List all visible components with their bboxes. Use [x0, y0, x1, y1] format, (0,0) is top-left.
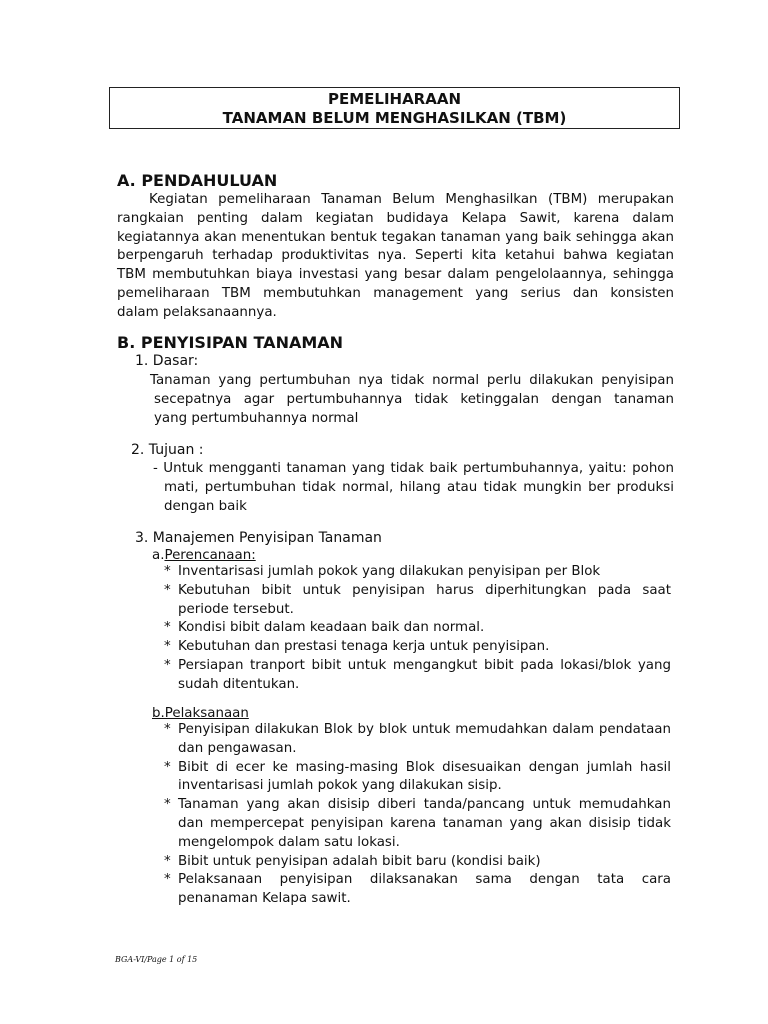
- list-item: [164, 657, 671, 695]
- title-box: [109, 87, 680, 129]
- list-item: [164, 582, 671, 620]
- list-item: [164, 563, 671, 582]
- text-line: inventarisasi jumlah pokok yang dilakukan sisip.: [178, 778, 502, 794]
- text-line: Persiapan tranport bibit untuk mengangkut bibit pada lokasi/blok yang: [178, 658, 671, 673]
- perencanaan-label-prefix: a.: [152, 548, 165, 563]
- page-footer: BGA-VI/Page 1 of 15: [115, 955, 198, 964]
- list-item: [164, 638, 671, 657]
- pelaksanaan-label-text: b.Pelaksanaan: [152, 706, 249, 721]
- asterisk-bullet-icon: *: [164, 872, 171, 888]
- list-item-text: [178, 759, 671, 797]
- text-line: Penyisipan dilakukan Blok by blok untuk memudahkan dalam pendataan: [178, 722, 671, 737]
- text-line: - Untuk mengganti tanaman yang tidak baik pertumbuhannya, yaitu: pohon: [153, 461, 674, 476]
- list-item-text: [178, 638, 671, 657]
- text-line: dan mempercepat penyisipan karena tanaman yang akan disisip tidak: [178, 815, 671, 831]
- asterisk-bullet-icon: *: [164, 658, 171, 673]
- list-item: [164, 619, 671, 638]
- title-line-1: PEMELIHARAAN: [327, 90, 462, 108]
- text-line: Kondisi bibit dalam keadaan baik dan normal.: [178, 620, 485, 636]
- list-item-text: [178, 853, 671, 872]
- section-a-heading: A. PENDAHULUAN: [117, 171, 278, 190]
- list-item: [164, 721, 671, 759]
- list-item-text: [178, 619, 671, 638]
- list-item: [164, 853, 671, 872]
- list-item: [164, 796, 671, 852]
- asterisk-bullet-icon: *: [164, 722, 171, 737]
- text-line: Kegiatan pemeliharaan Tanaman Belum Menghasilkan (TBM) merupakan: [149, 192, 674, 207]
- list-item-text: [178, 796, 671, 852]
- list-item: [164, 871, 671, 909]
- text-line: rangkaian penting dalam kegiatan budidaya Kelapa Sawit, karena dalam: [117, 210, 674, 226]
- text-line: Tanaman yang akan disisip diberi tanda/pancang untuk memudahkan: [178, 797, 671, 813]
- text-line: pemeliharaan TBM membutuhkan management yang serius dan konsisten: [117, 285, 674, 301]
- list-item-text: [178, 721, 671, 759]
- text-line: penanaman Kelapa sawit.: [178, 891, 351, 907]
- dasar-paragraph: [150, 372, 674, 428]
- tujuan-heading: 2. Tujuan :: [131, 442, 204, 458]
- list-item-text: [178, 871, 671, 909]
- title-line-2: TANAMAN BELUM MENGHASILKAN (TBM): [222, 109, 567, 127]
- list-item-text: [178, 582, 671, 620]
- text-line: Bibit untuk penyisipan adalah bibit baru (kondisi baik): [178, 853, 541, 869]
- manajemen-heading: 3. Manajemen Penyisipan Tanaman: [135, 530, 382, 546]
- text-line: dengan baik: [164, 498, 247, 514]
- text-line: Kebutuhan bibit untuk penyisipan harus diperhitungkan pada saat: [178, 582, 671, 598]
- text-line: Inventarisasi jumlah pokok yang dilakukan penyisipan per Blok: [178, 564, 601, 579]
- text-line: Pelaksanaan penyisipan dilaksanakan sama dengan tata cara: [178, 872, 671, 888]
- text-line: sudah ditentukan.: [178, 676, 300, 692]
- dasar-heading: 1. Dasar:: [135, 353, 199, 369]
- text-line: dan pengawasan.: [178, 740, 297, 756]
- text-line: mati, pertumbuhan tidak normal, hilang atau tidak mungkin ber produksi: [164, 479, 674, 495]
- asterisk-bullet-icon: *: [164, 582, 171, 598]
- text-line: TBM membutuhkan biaya investasi yang besar dalam pengelolaannya, sehingga: [117, 267, 674, 283]
- text-line: Bibit di ecer ke masing-masing Blok disesuaikan dengan jumlah hasil: [178, 759, 671, 775]
- asterisk-bullet-icon: *: [164, 564, 171, 579]
- asterisk-bullet-icon: *: [164, 620, 171, 636]
- list-item-text: [178, 563, 671, 582]
- text-line: Kebutuhan dan prestasi tenaga kerja untuk penyisipan.: [178, 639, 550, 655]
- text-line: secepatnya agar pertumbuhannya tidak ketinggalan dengan tanaman: [154, 391, 674, 407]
- asterisk-bullet-icon: *: [164, 853, 171, 869]
- list-item: [164, 759, 671, 797]
- perencanaan-label-text: Perencanaan:: [164, 548, 256, 563]
- list-item-text: [178, 657, 671, 695]
- section-b-heading: B. PENYISIPAN TANAMAN: [117, 333, 344, 352]
- text-line: dalam pelaksanaannya.: [117, 304, 277, 320]
- text-line: yang pertumbuhannya normal: [154, 410, 359, 426]
- asterisk-bullet-icon: *: [164, 797, 171, 813]
- text-line: Tanaman yang pertumbuhan nya tidak normal perlu dilakukan penyisipan: [150, 373, 674, 388]
- text-line: kegiatannya akan menentukan bentuk tegakan tanaman yang baik sehingga akan: [117, 229, 674, 245]
- text-line: periode tersebut.: [178, 601, 294, 617]
- asterisk-bullet-icon: *: [164, 759, 171, 775]
- asterisk-bullet-icon: *: [164, 639, 171, 655]
- tujuan-paragraph: [153, 460, 674, 516]
- text-line: berpengaruh terhadap produktivitas nya. Seperti kita ketahui bahwa kegiatan: [117, 248, 674, 264]
- text-line: mengelompok dalam satu lokasi.: [178, 834, 400, 850]
- section-a-paragraph: [117, 191, 674, 323]
